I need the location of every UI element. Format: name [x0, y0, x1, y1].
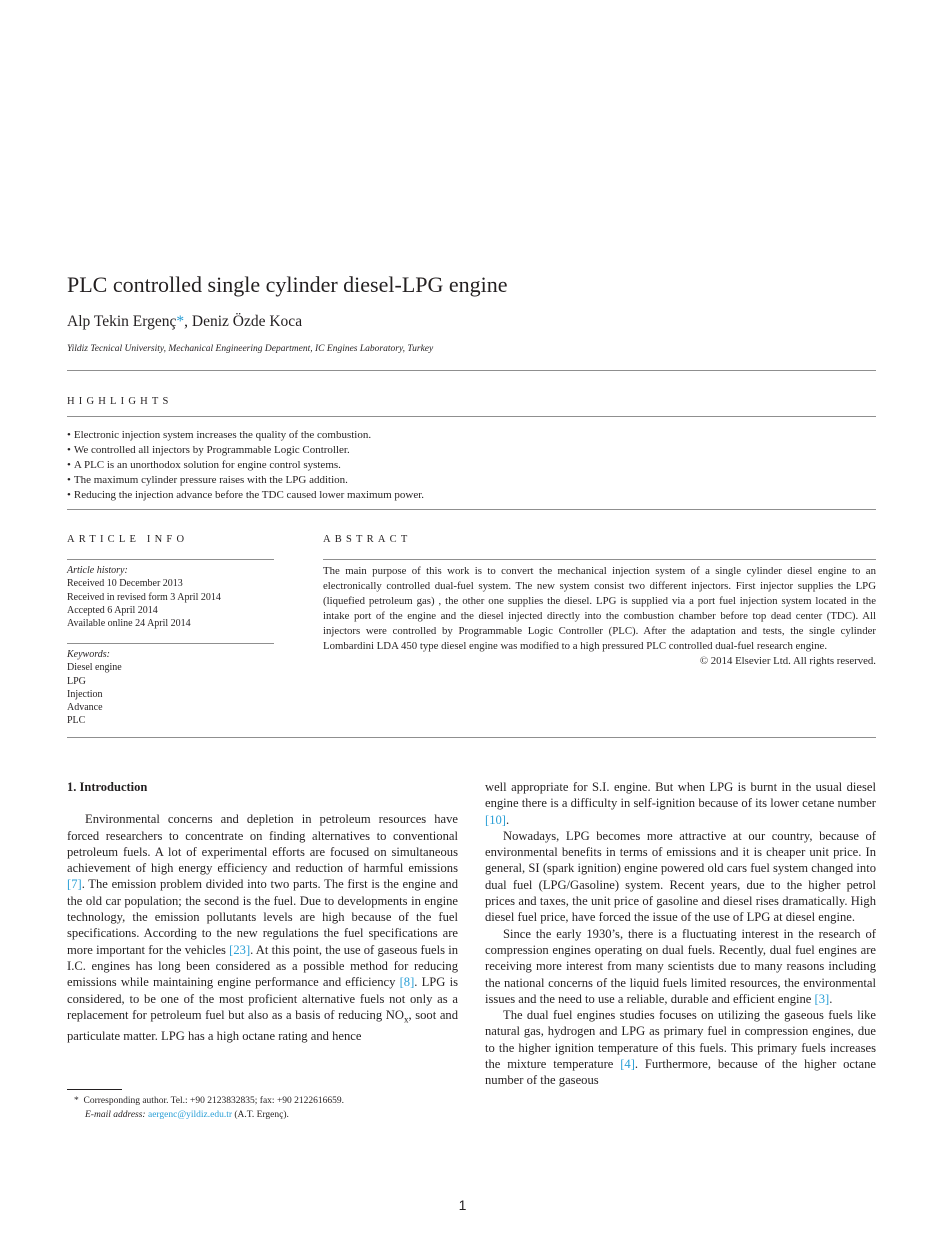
- keyword: Diesel engine: [67, 662, 122, 674]
- left-column: [67, 779, 458, 1044]
- corresponding-author-link[interactable]: *: [176, 313, 185, 330]
- highlight-item: • Reducing the injection advance before the TDC caused lower maximum power.: [67, 488, 424, 503]
- divider: [67, 559, 274, 560]
- abstract-heading: ABSTRACT: [323, 534, 412, 545]
- history-label: Article history:: [67, 565, 128, 576]
- keyword: LPG: [67, 675, 86, 687]
- citation-link[interactable]: [8]: [399, 975, 415, 990]
- history-entry: Accepted 6 April 2014: [67, 604, 158, 616]
- keyword: Injection: [67, 688, 103, 700]
- email-label: E-mail address:: [85, 1110, 146, 1120]
- keyword: PLC: [67, 715, 86, 727]
- divider: [67, 416, 876, 417]
- subscript: x: [403, 1014, 409, 1025]
- highlights-list: [67, 428, 424, 503]
- citation-link[interactable]: [4]: [620, 1057, 635, 1072]
- citation-link[interactable]: [23]: [229, 942, 251, 957]
- paragraph: [485, 779, 876, 828]
- paragraph-text: . At this point, the use of gaseous fuels in I.C. engines has long been considered as a possible method for reducing emissions while maintaining engine performance and efficiency: [67, 942, 458, 990]
- keywords: [67, 648, 274, 728]
- author-list: [67, 313, 302, 331]
- paragraph: [485, 1007, 876, 1088]
- divider: [67, 509, 876, 510]
- footnote-star: *: [74, 1096, 79, 1106]
- highlight-item: • The maximum cylinder pressure raises with the LPG addition.: [67, 473, 424, 488]
- author-name: , Deniz Özde Koca: [184, 313, 303, 330]
- divider: [67, 737, 876, 738]
- footnote-text: Corresponding author. Tel.: +90 2123832835; fax: +90 2122616659.: [83, 1096, 345, 1106]
- paragraph: [485, 926, 876, 1007]
- copyright-notice: © 2014 Elsevier Ltd. All rights reserved.: [699, 655, 876, 667]
- paragraph-text: well appropriate for S.I. engine. But when LPG is burnt in the usual diesel engine there is a difficulty in self-ignition because of its lower cetane number: [485, 780, 876, 811]
- history-entry: Available online 24 April 2014: [67, 618, 191, 630]
- divider: [323, 559, 876, 560]
- paragraph: [67, 811, 458, 1044]
- author-name: Alp Tekin Ergenç: [67, 313, 177, 330]
- paragraph-text: Since the early 1930’s, there is a fluctuating interest in the research of compression engines operating on dual fuels. Recently, dual fuel engines are receiving more interest from many scientists due to many reasons including the national concerns of the liquid fuels limited resources, the environmental issues and the need to use a reliable, durable and efficient engine: [485, 926, 876, 1006]
- affiliation: Yildiz Tecnical University, Mechanical Engineering Department, IC Engines Laboratory, Turkey: [67, 344, 434, 354]
- right-column: [485, 779, 876, 1089]
- paragraph-text: . Furthermore, because of the higher octane number of the gaseous: [485, 1057, 877, 1088]
- article-history: [67, 564, 274, 630]
- highlight-item: • We controlled all injectors by Programmable Logic Controller.: [67, 443, 424, 458]
- paragraph-text: , soot and particulate matter. LPG has a high octane rating and hence: [67, 1007, 458, 1043]
- abstract-body: [323, 564, 876, 669]
- citation-link[interactable]: [10]: [485, 812, 506, 827]
- divider: [67, 643, 274, 644]
- highlights-heading: HIGHLIGHTS: [67, 396, 173, 407]
- section-heading: 1. Introduction: [67, 780, 148, 794]
- email-link[interactable]: aergenc@yildiz.edu.tr: [147, 1110, 232, 1120]
- paragraph-text: .: [505, 812, 510, 827]
- footnote-divider: [67, 1089, 122, 1090]
- paragraph-text: Environmental concerns and depletion in petroleum resources have forced researchers to concentrate on finding alternatives to conventional petroleum fuels. A lot of experimental efforts are focused on simultaneous achievement of high energy efficiency and reduction of harmful emissions: [67, 812, 458, 876]
- keyword: Advance: [67, 702, 103, 714]
- history-entry: Received in revised form 3 April 2014: [67, 591, 221, 603]
- highlight-item: • A PLC is an unorthodox solution for engine control systems.: [67, 458, 424, 473]
- citation-link[interactable]: [3]: [814, 991, 830, 1006]
- paragraph: Nowadays, LPG becomes more attractive at our country, because of environmental benefits in terms of emissions and it is cheaper unit price. In general, SI (spark ignition) engine powered old cars fuel system changed into dual fuel (LPG/Gasoline) system. Recent years, due to the higher petrol prices and taxes, the unit price of gasoline and diesel rises dramatically. High diesel fuel price, have forced the issue of the use of LPG at diesel engine.: [485, 828, 876, 925]
- abstract-text: The main purpose of this work is to convert the mechanical injection system of a single cylinder diesel engine to an electronically controlled dual-fuel system. The new system consist two different injectors. First injector supplies the LPG (liquefied petroleum gas) , the other one supplies the diesel. LPG is supplied via a port fuel injection system located in the intake port of the engine and the diesel injected directly into the combustion chamber before top dead center (TDC). All injectors were controlled by Programmable Logic Controller (PLC). After the adaptation and tests, the single cylinder Lombardini LDA 450 type diesel engine was modified to a high pressured PLC controlled dual-fuel research engine.: [323, 565, 876, 652]
- email-suffix: (A.T. Ergenç).: [232, 1110, 289, 1120]
- article-title: PLC controlled single cylinder diesel-LPG engine: [67, 272, 508, 297]
- page-number: 1: [458, 1197, 467, 1213]
- paragraph-text: . LPG is considered, to be one of the most proficient alternative fuels not only as a replacement for petroleum fuel but also as a basis of reducing NO: [67, 975, 458, 1022]
- footnote: [74, 1094, 344, 1122]
- paragraph-text: The dual fuel engines studies focuses on utilizing the gaseous fuels like natural gas, hydrogen and LPG as primary fuel in compression engines, due to the higher ignition temperature of this fuels. This primary fuels increases the mixture temperature: [485, 1008, 876, 1072]
- citation-link[interactable]: [7]: [67, 877, 82, 892]
- article-info-heading: ARTICLE INFO: [67, 534, 189, 545]
- paragraph-text: . The emission problem divided into two parts. The first is the engine and the old car population; the second is the fuel. Due to developments in engine technology, the emission pollutants levels are high because of the fuel specifications. According to the new regulations the fuel specifications are more important for the vehicles: [67, 877, 458, 957]
- history-entry: Received 10 December 2013: [67, 578, 183, 590]
- paragraph-text: .: [829, 991, 833, 1006]
- divider: [67, 370, 876, 371]
- keywords-label: Keywords:: [67, 649, 110, 660]
- highlight-item: • Electronic injection system increases the quality of the combustion.: [67, 428, 424, 443]
